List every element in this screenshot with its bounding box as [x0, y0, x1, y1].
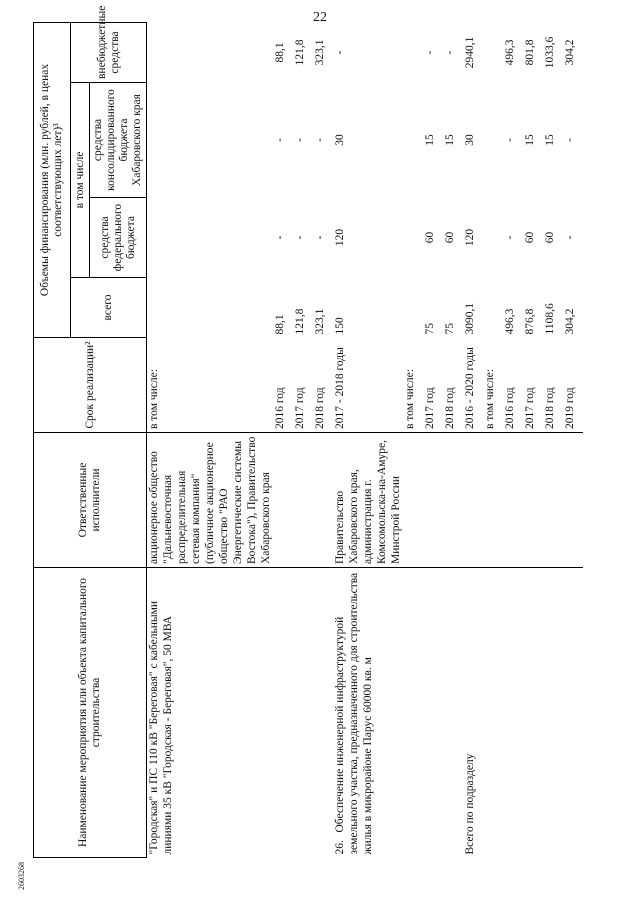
cell-extrabudget-text: - — [424, 50, 436, 55]
cell-regional-text: 30 — [334, 134, 346, 146]
cell-extrabudget — [333, 22, 403, 82]
cell-responsible — [423, 433, 443, 568]
cell-total-text: 496,3 — [504, 308, 516, 335]
cell-period — [147, 338, 274, 433]
cell-federal — [503, 198, 523, 278]
cell-total-text: 304,2 — [564, 308, 576, 335]
table-row — [463, 22, 483, 857]
cell-extrabudget-text: 801,8 — [524, 39, 536, 66]
cell-period-text: 2017 год — [524, 387, 536, 429]
cell-extrabudget-text: - — [444, 50, 456, 55]
cell-total — [147, 278, 274, 338]
cell-regional-text: 15 — [524, 134, 536, 146]
cell-regional — [403, 83, 423, 198]
cell-federal-text: 60 — [524, 231, 536, 244]
cell-total — [563, 278, 583, 338]
cell-name — [543, 568, 563, 858]
table-row — [563, 22, 583, 857]
cell-total — [293, 278, 313, 338]
cell-total — [423, 278, 443, 338]
cell-regional-text: 15 — [424, 134, 436, 146]
cell-federal — [147, 198, 274, 278]
cell-federal-text: - — [314, 235, 326, 240]
cell-extrabudget-text: 2940,1 — [464, 36, 476, 69]
cell-name — [293, 568, 313, 858]
cell-name — [563, 568, 583, 858]
table-row — [543, 22, 563, 857]
cell-federal — [423, 198, 443, 278]
cell-name — [443, 568, 463, 858]
cell-responsible — [563, 433, 583, 568]
header-regional: средства консолидированного бюджета Хабаровского края — [90, 83, 147, 198]
cell-total-text: 121,8 — [294, 308, 306, 335]
cell-period — [503, 338, 523, 433]
cell-federal — [333, 198, 403, 278]
header-extrabudget: внебюджетные средства — [71, 22, 147, 82]
cell-regional — [503, 83, 523, 198]
cell-period — [333, 338, 403, 433]
cell-period-text: 2017 год — [424, 387, 436, 429]
cell-federal-text: 120 — [464, 228, 476, 247]
cell-responsible — [333, 433, 403, 568]
cell-period-text: 2018 год — [544, 387, 556, 429]
cell-extrabudget-text: 323,1 — [314, 39, 326, 66]
header-period: Срок реализации² — [34, 338, 147, 433]
cell-period — [403, 338, 423, 433]
cell-extrabudget-text: 121,8 — [294, 39, 306, 66]
cell-extrabudget — [147, 22, 274, 82]
cell-total — [523, 278, 543, 338]
cell-extrabudget-text: 304,2 — [564, 39, 576, 66]
cell-name — [503, 568, 523, 858]
header-name: Наименование мероприятия или объекта капитального строительства — [34, 568, 147, 858]
cell-responsible — [503, 433, 523, 568]
cell-extrabudget — [443, 22, 463, 82]
cell-regional-text: 15 — [544, 134, 556, 146]
cell-federal — [563, 198, 583, 278]
table-row — [333, 22, 403, 857]
header-funding: Объемы финансирования (млн. рублей, в ценах соответствующих лет)³ — [34, 22, 71, 337]
header-including: в том числе — [71, 83, 90, 278]
cell-name — [523, 568, 543, 858]
cell-responsible — [273, 433, 293, 568]
header-total: всего — [71, 278, 147, 338]
cell-period-text: в том числе: — [484, 369, 496, 429]
cell-total-text: 876,8 — [524, 308, 536, 335]
cell-name-text: "Городская" и ПС 110 кВ "Береговая" с кабельными линиями 35 кВ "Городская - Береговая", 50 МВА — [148, 600, 174, 855]
table-row — [503, 22, 523, 857]
cell-responsible — [313, 433, 333, 568]
cell-period-text: 2017 год — [294, 387, 306, 429]
cell-total-text: 75 — [444, 323, 456, 335]
cell-period — [563, 338, 583, 433]
cell-period — [293, 338, 313, 433]
cell-regional — [463, 83, 483, 198]
cell-extrabudget-text: - — [334, 50, 346, 55]
table-row — [313, 22, 333, 857]
cell-regional — [273, 83, 293, 198]
cell-total — [503, 278, 523, 338]
page-number: 22 — [313, 10, 327, 25]
cell-federal — [443, 198, 463, 278]
cell-federal-text: - — [294, 235, 306, 240]
cell-total-text: 75 — [424, 323, 436, 335]
cell-period-text: 2016 - 2020 годы — [464, 347, 476, 429]
cell-responsible — [483, 433, 503, 568]
cell-total — [333, 278, 403, 338]
cell-name — [147, 568, 274, 858]
cell-total — [483, 278, 503, 338]
cell-total-text: 88,1 — [274, 314, 286, 335]
cell-extrabudget — [543, 22, 563, 82]
table-row — [483, 22, 503, 857]
header-responsible: Ответственные исполнители — [34, 433, 147, 568]
cell-name — [403, 568, 423, 858]
cell-extrabudget — [273, 22, 293, 82]
cell-total-text: 3090,1 — [464, 302, 476, 335]
cell-federal — [403, 198, 423, 278]
cell-regional — [563, 83, 583, 198]
cell-extrabudget — [503, 22, 523, 82]
cell-period — [423, 338, 443, 433]
cell-name-text: Всего по подразделу — [464, 753, 476, 855]
cell-period — [463, 338, 483, 433]
table-row — [523, 22, 543, 857]
cell-extrabudget — [313, 22, 333, 82]
cell-period — [273, 338, 293, 433]
cell-regional — [333, 83, 403, 198]
cell-regional-text: 30 — [464, 134, 476, 146]
cell-total — [443, 278, 463, 338]
table-body — [147, 22, 584, 857]
cell-extrabudget — [483, 22, 503, 82]
cell-extrabudget-text: 496,3 — [504, 39, 516, 66]
cell-regional — [313, 83, 333, 198]
cell-total — [273, 278, 293, 338]
cell-responsible — [147, 433, 274, 568]
cell-total-text: 1108,6 — [544, 303, 556, 335]
cell-name — [423, 568, 443, 858]
table-row — [273, 22, 293, 857]
cell-responsible — [543, 433, 563, 568]
cell-regional — [483, 83, 503, 198]
table-row — [147, 22, 274, 857]
cell-period — [483, 338, 503, 433]
cell-regional — [423, 83, 443, 198]
cell-period-text: 2018 год — [314, 387, 326, 429]
cell-extrabudget — [563, 22, 583, 82]
cell-period-text: 2017 - 2018 годы — [334, 347, 346, 429]
header-federal: средства федерального бюджета — [90, 198, 147, 278]
cell-federal-text: - — [504, 235, 516, 240]
cell-federal-text: 60 — [424, 231, 436, 244]
cell-regional-text: - — [564, 138, 576, 142]
cell-regional-text: - — [294, 138, 306, 142]
cell-regional-text: - — [274, 138, 286, 142]
cell-federal-text: 60 — [544, 231, 556, 244]
table-row — [293, 22, 313, 857]
row-number: 26. — [334, 840, 346, 855]
cell-total-text: 323,1 — [314, 308, 326, 335]
cell-period — [543, 338, 563, 433]
cell-federal — [273, 198, 293, 278]
cell-regional — [523, 83, 543, 198]
cell-name — [483, 568, 503, 858]
cell-regional — [147, 83, 274, 198]
cell-extrabudget — [403, 22, 423, 82]
cell-extrabudget-text: 1033,6 — [544, 36, 556, 69]
cell-total-text: 150 — [334, 317, 346, 335]
cell-responsible — [403, 433, 423, 568]
cell-period — [523, 338, 543, 433]
table-row — [403, 22, 423, 857]
cell-period-text: 2016 год — [504, 387, 516, 429]
cell-period-text: в том числе: — [404, 369, 416, 429]
cell-period-text: 2016 год — [274, 387, 286, 429]
cell-responsible-text: Правительство Хабаровского края, администрация г. Комсомольска-на-Амуре, Минстрой России — [334, 439, 402, 564]
cell-regional — [293, 83, 313, 198]
cell-extrabudget — [293, 22, 313, 82]
cell-federal — [313, 198, 333, 278]
cell-total — [403, 278, 423, 338]
cell-federal-text: - — [564, 235, 576, 240]
cell-period — [313, 338, 333, 433]
document-code: 2603268 — [17, 862, 26, 890]
cell-total — [463, 278, 483, 338]
cell-regional-text: - — [504, 138, 516, 142]
cell-extrabudget — [423, 22, 443, 82]
cell-federal-text: 60 — [444, 231, 456, 244]
cell-name — [463, 568, 483, 858]
cell-responsible-text: акционерное общество "Дальневосточная распределительная сетевая компания" (публичное акционерное общество "РАО Энергетические системы Востока"), Правительство Хабаровского края — [148, 436, 272, 564]
cell-federal-text: 120 — [334, 228, 346, 247]
cell-federal — [523, 198, 543, 278]
cell-regional-text: - — [314, 138, 326, 142]
cell-federal — [463, 198, 483, 278]
cell-responsible — [443, 433, 463, 568]
cell-period-text: в том числе: — [148, 369, 160, 429]
cell-total — [313, 278, 333, 338]
cell-extrabudget — [463, 22, 483, 82]
cell-federal — [543, 198, 563, 278]
cell-regional-text: 15 — [444, 134, 456, 146]
cell-period-text: 2019 год — [564, 387, 576, 429]
cell-period-text: 2018 год — [444, 387, 456, 429]
cell-period — [443, 338, 463, 433]
cell-federal — [293, 198, 313, 278]
cell-regional — [443, 83, 463, 198]
cell-responsible — [293, 433, 313, 568]
cell-extrabudget-text: 88,1 — [274, 42, 286, 63]
cell-federal-text: - — [274, 235, 286, 240]
cell-extrabudget — [523, 22, 543, 82]
cell-total — [543, 278, 563, 338]
cell-name — [273, 568, 293, 858]
cell-responsible — [463, 433, 483, 568]
cell-federal — [483, 198, 503, 278]
cell-responsible — [523, 433, 543, 568]
cell-name-text: Обеспечение инженерной инфраструктурой земельного участка, предназначенного для строительства жилья в микрорайоне Парус 60000 кв. м — [334, 572, 374, 855]
table-row — [423, 22, 443, 857]
cell-name — [313, 568, 333, 858]
cell-name — [333, 568, 403, 858]
table-row — [443, 22, 463, 857]
cell-regional — [543, 83, 563, 198]
